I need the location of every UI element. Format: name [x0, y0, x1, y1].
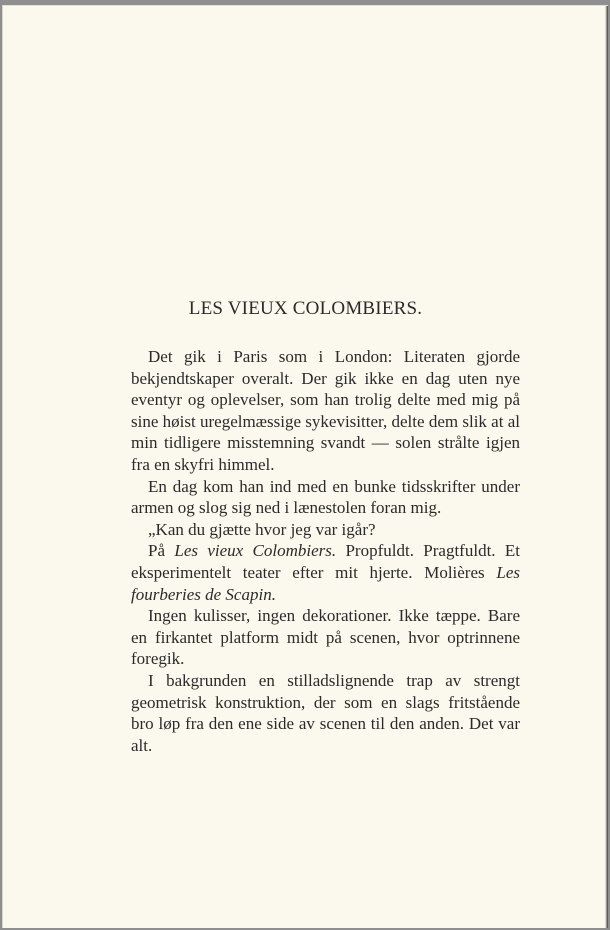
body-text: [131, 346, 520, 756]
paragraph: „Kan du gjætte hvor jeg var igår?: [148, 519, 376, 539]
paragraph: I bakgrunden en stilladslignende trap av strengt geometrisk konstruktion, der som en slags fritstående bro løp fra den ene side av scenen til den anden. Det var alt.: [131, 670, 520, 755]
chapter-title: LES VIEUX COLOMBIERS.: [188, 298, 423, 319]
page-edge-shadow: [605, 6, 608, 928]
paragraph: En dag kom han ind med en bunke tidsskrifter under armen og slog sig ned i lænestolen foran mig.: [131, 476, 520, 518]
paragraph: Ingen kulisser, ingen dekorationer. Ikke tæppe. Bare en firkantet platform midt på scenen, hvor optrinnene foregik.: [131, 606, 520, 669]
italic-title: Les vieux Colombiers.: [174, 541, 337, 561]
paragraph: På Les vieux Colombiers. Propfuldt. Pragtfuldt. Et eksperimentelt teater efter mit hjerte. Molières Les fourberies de Scapin.: [131, 541, 520, 604]
italic-title: Les fourberies de Scapin.: [131, 562, 520, 604]
book-page: [2, 5, 608, 928]
paragraph: Det gik i Paris som i London: Literaten gjorde bekjendtskaper overalt. Der gik ikke en dag uten nye eventyr og oplevelser, som han trolig delte med mig på sine høist uregelmæssige sykevisitter, delte dem slik at al min tidligere misstemning svandt — solen strålte igjen fra en skyfri himmel.: [131, 347, 520, 474]
